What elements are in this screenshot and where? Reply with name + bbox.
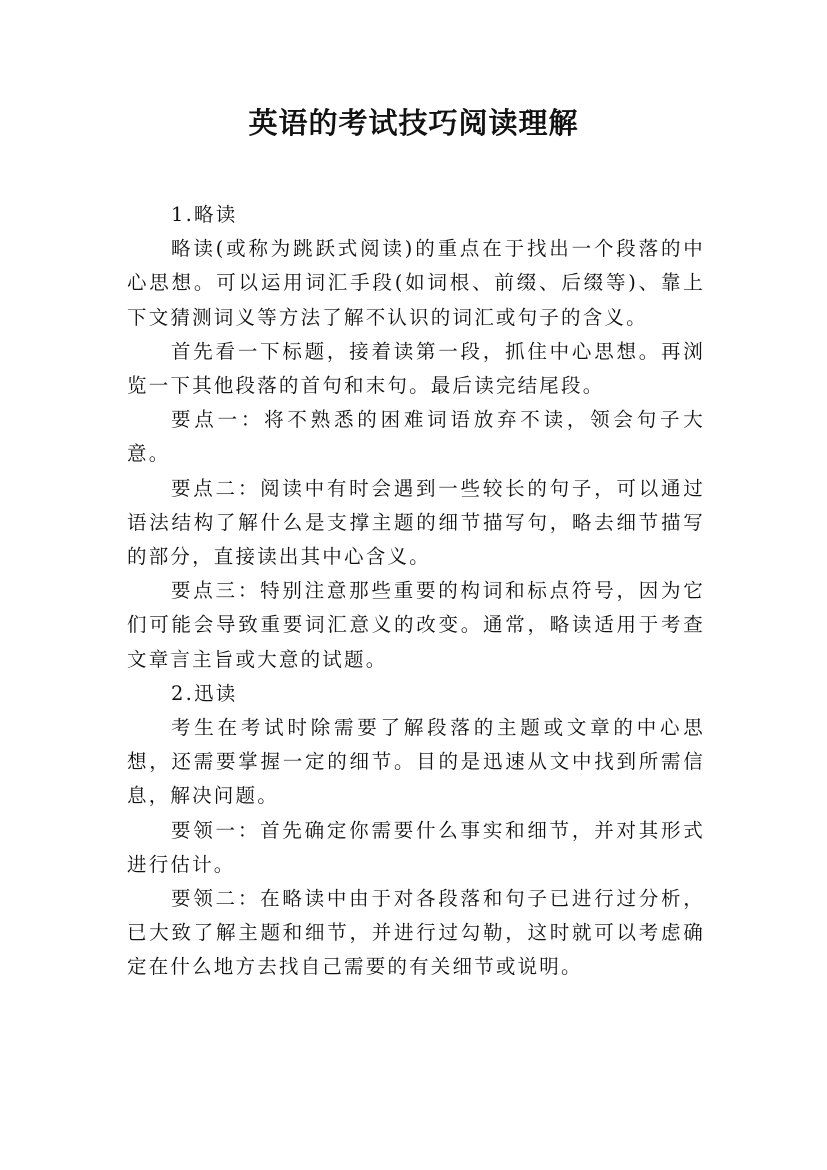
document-body (127, 198, 705, 985)
section-heading-skimming: 1.略读 (171, 203, 238, 226)
document-title: 英语的考试技巧阅读理解 (248, 106, 579, 140)
paragraph: 首先看一下标题，接着读第一段，抓住中心思想。再浏览一下其他段落的首句和末句。最后读完结尾段。 (127, 339, 705, 398)
paragraph: 要点二：阅读中有时会遇到一些较长的句子，可以通过语法结构了解什么是支撑主题的细节描写句，略去细节描写的部分，直接读出其中心含义。 (127, 476, 705, 569)
paragraph: 要点三：特别注意那些重要的构词和标点符号，因为它们可能会导致重要词汇意义的改变。通常，略读适用于考查文章言主旨或大意的试题。 (127, 579, 705, 671)
paragraph: 考生在考试时除需要了解段落的主题或文章的中心思想，还需要掌握一定的细节。目的是迅速从文中找到所需信息，解决问题。 (127, 716, 705, 808)
section-heading-scanning: 2.迅读 (171, 681, 238, 705)
paragraph: 要领一：首先确定你需要什么事实和细节，并对其形式进行估计。 (127, 818, 705, 876)
paragraph: 要点一：将不熟悉的困难词语放弃不读，领会句子大意。 (127, 408, 705, 466)
paragraph: 略读(或称为跳跃式阅读)的重点在于找出一个段落的中心思想。可以运用词汇手段(如词根、前缀、后缀等)、靠上下文猜测词义等方法了解不认识的词汇或句子的含义。 (127, 237, 705, 329)
paragraph: 要领二：在略读中由于对各段落和句子已进行过分析，已大致了解主题和细节，并进行过勾勒，这时就可以考虑确定在什么地方去找自己需要的有关细节或说明。 (127, 887, 705, 979)
